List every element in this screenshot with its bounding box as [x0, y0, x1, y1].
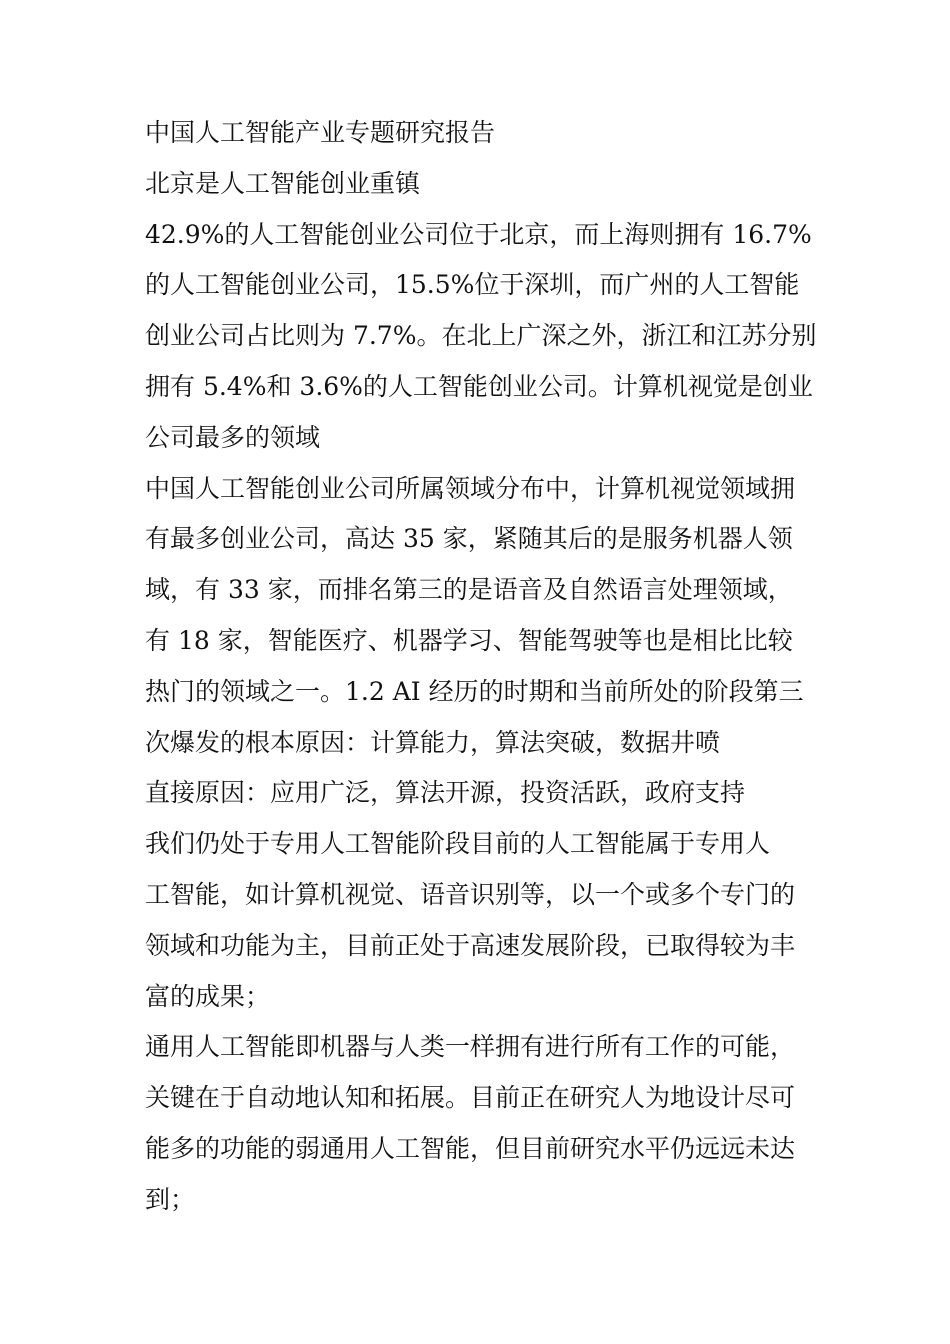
paragraph-line: 次爆发的根本原因：计算能力，算法突破，数据井喷: [145, 727, 721, 757]
paragraph-line: 关键在于自动地认知和拓展。目前正在研究人为地设计尽可: [145, 1083, 796, 1113]
paragraph-line: 领域和功能为主，目前正处于高速发展阶段，已取得较为丰: [145, 930, 796, 960]
paragraph-line: 公司最多的领域: [145, 422, 321, 452]
paragraph-line: 拥有 5.4%和 3.6%的人工智能创业公司。计算机视觉是创业: [145, 371, 813, 401]
paragraph-line: 热门的领域之一。1.2 AI 经历的时期和当前所处的阶段第三: [145, 676, 804, 706]
document-body: [145, 108, 815, 1226]
document-title: 中国人工智能产业专题研究报告: [145, 118, 496, 147]
paragraph-line: 有最多创业公司，高达 35 家，紧随其后的是服务机器人领: [145, 524, 793, 554]
paragraph-line: 富的成果；: [145, 981, 271, 1011]
paragraph-line: 有 18 家，智能医疗、机器学习、智能驾驶等也是相比比较: [145, 625, 793, 655]
section-heading-beijing: 北京是人工智能创业重镇: [145, 168, 421, 198]
paragraph-line: 通用人工智能即机器与人类一样拥有进行所有工作的可能，: [145, 1032, 796, 1062]
paragraph-line: 到；: [145, 1184, 196, 1214]
paragraph-line: 中国人工智能创业公司所属领域分布中，计算机视觉领域拥: [145, 473, 796, 503]
paragraph-line: 域，有 33 家，而排名第三的是语音及自然语言处理领域，: [145, 575, 793, 605]
paragraph-line: 创业公司占比则为 7.7%。在北上广深之外，浙江和江苏分别: [145, 321, 817, 351]
paragraph-line: 直接原因：应用广泛，算法开源，投资活跃，政府支持: [145, 778, 746, 808]
paragraph-line: 能多的功能的弱通用人工智能，但目前研究水平仍远远未达: [145, 1133, 796, 1163]
paragraph-line: 42.9%的人工智能创业公司位于北京，而上海则拥有 16.7%: [145, 219, 812, 249]
paragraph-line: 我们仍处于专用人工智能阶段目前的人工智能属于专用人: [145, 829, 771, 859]
paragraph-line: 工智能，如计算机视觉、语音识别等，以一个或多个专门的: [145, 879, 796, 909]
paragraph-line: 的人工智能创业公司，15.5%位于深圳，而广州的人工智能: [145, 270, 800, 300]
